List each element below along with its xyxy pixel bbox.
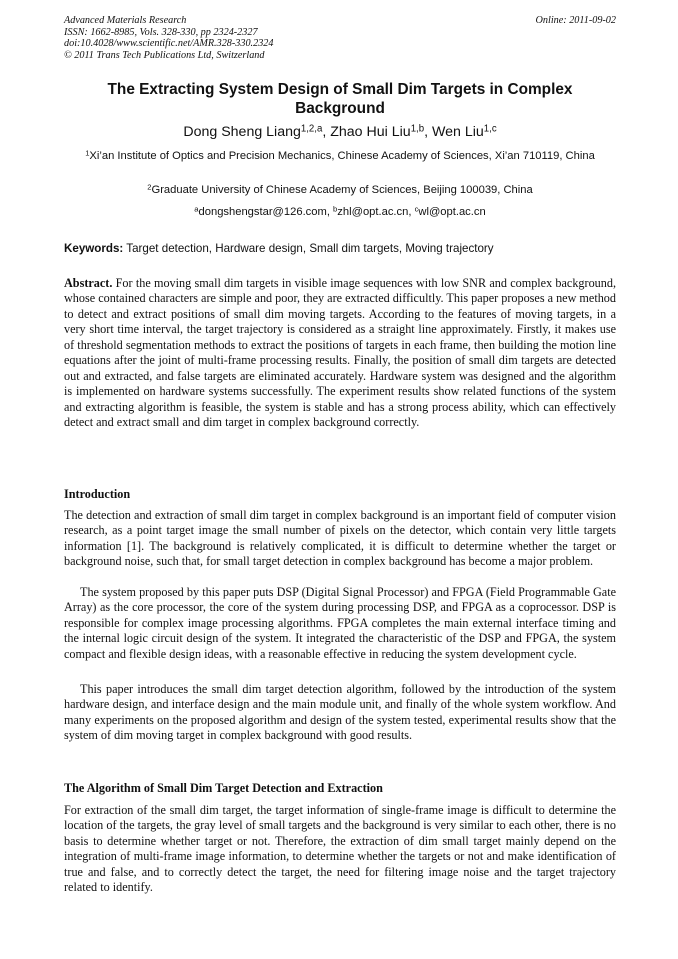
paper-title: The Extracting System Design of Small Dim Targets in Complex Background [107,81,573,117]
doi-line: doi:10.4028/www.scientific.net/AMR.328-330.2324 [64,38,274,50]
affiliation-mark: 1 [85,148,90,158]
email [415,206,486,218]
affiliation-1 [64,149,616,165]
affiliation-text: Xi’an Institute of Optics and Precision Mechanics, Chinese Academy of Sciences, Xi’an 710119, China [89,150,595,162]
author: Zhao Hui Liu$^{1,b}$, [330,123,432,140]
intro-paragraph-2: The system proposed by this paper puts DSP (Digital Signal Processor) and FPGA (Field Programmable Gate Array) as the core processor, the core of the system during processing DSP, and FPGA as a coprocessor. DSP is responsible for complex image processing algorithms. FPGA completes the main external interface timing and the internal logic circuit design of the system. It integrated the characteristic of the DSP and FPGA, the system compact and flexible design ideas, with a reasonable effective in reducing the system development cycle. [64,585,616,661]
author-name: Dong Sheng Liang [183,124,301,140]
affiliation-mark: 2 [147,182,152,192]
abstract-text: For the moving small dim targets in visible image sequences with low SNR and complex background, whose contained characters are simple and poor, they are extracted difficultly. This paper proposes a new method to detect and extract positions of small dim moving targets. According to the features of moving targets, in a very short time interval, the target trajectory is considered as a straight line approximately. Firstly, it makes use of threshold segmentation methods to extract the positions of targets in each frame, then building the motion line equations after the joint of multi-frame processing results. Finally, the position of small dim targets are detected out and extracted, and false targets are eliminated accurately. Hardware system was designed and the algorithm is implemented on hardware systems successfully. The experiment results show related functions of the system and extracting algorithm is feasible, the system is stable and has a strong process ability, which can effectively detect and extract small and dim target in complex background correctly. [64,276,616,430]
author-affil-mark: 1,2,a [300,123,323,135]
intro-paragraph-1: The detection and extraction of small dim target in complex background is an important field of computer vision research, as a point target image the small number of pixels on the detector, which contain very little targets information [1]. The background is relatively complicated, it is difficult to determine whether the target or background noise, such that, for small target detection in complex background has become a major problem. [64,508,616,569]
email-mark: c [414,204,419,214]
abstract-label: Abstract. [64,276,113,290]
abstract [64,276,616,431]
affiliation-text: Graduate University of Chinese Academy of Sciences, Beijing 100039, China [151,184,533,196]
author [432,124,497,140]
online-date: Online: 2011-09-02 [535,15,616,26]
issn-line: ISSN: 1662-8985, Vols. 328-330, pp 2324-2327 [64,26,258,38]
author: Dong Sheng Liang$^{1,2,a}$, [183,123,331,140]
email-list [64,205,616,221]
author-name: Zhao Hui Liu [330,124,411,140]
keywords-text: Target detection, Hardware design, Small dim targets, Moving trajectory [126,242,494,255]
email: $^a$dongshengstar@126.com, [194,204,334,218]
author-list [64,123,616,141]
email-mark: b [333,204,338,214]
email-address: wl@opt.ac.cn [418,206,486,218]
section-heading-algorithm: The Algorithm of Small Dim Target Detection and Extraction [64,781,383,795]
email: $^b$zhl@opt.ac.cn, [333,204,415,218]
journal-header [64,15,616,61]
algorithm-paragraph-1: For extraction of the small dim target, the target information of single-frame image is difficult to determine the location of the targets, the gray level of small targets and the background is very similar to each other, there is no basis to determine whether target or not. Therefore, the extraction of dim small target mainly depend on the integration of multi-frame image information, to determine whether the targets or not and make identification of true and false, and to correctly detect the target, the need for filtering image noise and the target trajectory related to identify. [64,803,616,895]
author-affil-mark: 1,c [483,123,497,135]
keywords-label: Keywords: [64,242,124,255]
copyright-line: © 2011 Trans Tech Publications Ltd, Switzerland [64,49,265,61]
section-heading-introduction: Introduction [64,487,131,501]
author-affil-mark: 1,b [410,123,425,135]
affiliation-2 [64,183,616,199]
email-mark: a [194,204,199,214]
email-address: dongshengstar@126.com [198,206,327,218]
email-address: zhl@opt.ac.cn [337,206,409,218]
journal-name: Advanced Materials Research [64,15,187,26]
keywords [64,241,616,256]
author-name: Wen Liu [431,124,484,140]
intro-paragraph-3: This paper introduces the small dim target detection algorithm, followed by the introduction of the system hardware design, and interface design and the main module unit, and finally of the whole system workflow. And many experiments on the proposed algorithm and design of the system tested, experimental results show that the system of dim moving target in complex background with good results. [64,682,616,743]
